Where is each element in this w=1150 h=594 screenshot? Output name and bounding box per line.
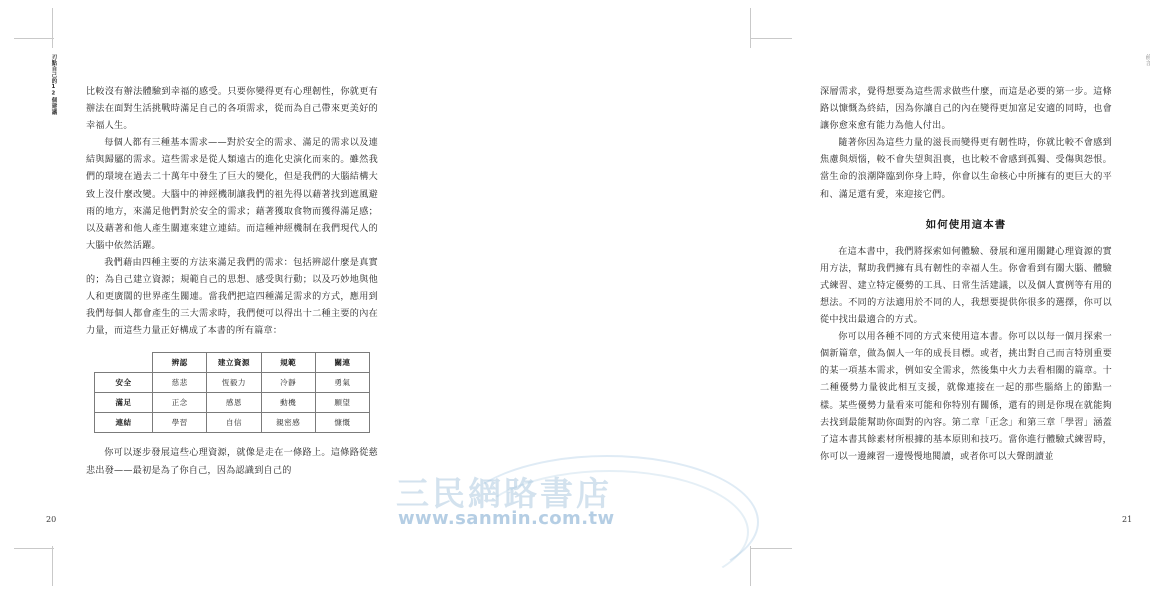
table-column-header: 規範 bbox=[261, 353, 315, 373]
paragraph: 你可以逐步發展這些心理資源，就像是走在一條路上。這條路從慈悲出發——最初是為了你自己，因為認識到自己的 bbox=[86, 448, 378, 476]
paragraph: 每個人都有三種基本需求——對於安全的需求、滿足的需求以及連結與歸屬的需求。這些需求是從人類遠古的進化史演化而來的。雖然我們的環境在過去二十萬年中發生了巨大的變化，但是我們的大腦結構大致上沒什麼改變。大腦中的神經機制讓我們的祖先得以藉著找到遮風避雨的地方，來滿足他們對於安全的需求；藉著獲取食物而獲得滿足感；以及藉著和他人產生關連來建立連結。而這種神經機制在我們現代人的大腦中依然活躍。 bbox=[86, 138, 378, 251]
left-running-head: 刃點自己的12個建議 bbox=[50, 54, 57, 116]
table-corner-cell bbox=[95, 353, 153, 373]
paragraph: 你可以用各種不同的方式來使用這本書。你可以以每一個月探索一個新篇章，做為個人一年的成長目標。或者，挑出對自己而言特別重要的某一項基本需求，例如安全需求，然後集中火力去看相關的篇章。十二種優勢力量彼此相互支援，就像連接在一起的那些腦絡上的節點一樣。某些優勢力量看來可能和你特別有關係，還有的則是你現在就能夠去找到最能幫助你面對的內容。第二章「正念」和第三章「學習」涵蓋了這本書其餘素材所根據的基本原則和技巧。當你進行體驗式練習時，你可以一邊練習一邊慢慢地閱讀，或者你可以大聲朗讀並 bbox=[820, 332, 1112, 462]
table-cell: 慈悲 bbox=[153, 373, 207, 393]
table-cell: 動機 bbox=[261, 393, 315, 413]
right-page bbox=[400, 0, 1150, 586]
table-cell: 學習 bbox=[153, 413, 207, 433]
paragraph: 我們藉由四種主要的方法來滿足我們的需求：包括辨認什麼是真實的；為自己建立資源；規範自己的思想、感受與行動；以及巧妙地與他人和更廣闊的世界產生關連。當我們把這四種滿足需求的方式，應用到我們每個人都會產生的三大需求時，我們便可以得出十二種主要的內在力量，而這些力量正好構成了本書的所有篇章： bbox=[86, 257, 378, 337]
needs-table bbox=[94, 352, 370, 433]
table-row-header: 安全 bbox=[95, 373, 153, 393]
paragraph: 隨著你因為這些力量的滋長而變得更有韌性時，你就比較不會感到焦慮與煩惱，較不會失望與沮喪，也比較不會感到孤獨、受傷與怨恨。當生命的浪潮降臨到你身上時，你會以生命核心中所擁有的更巨大的平和、滿足還有愛，來迎接它們。 bbox=[820, 138, 1112, 200]
table-row bbox=[95, 393, 370, 413]
right-running-head: 前言 bbox=[1144, 54, 1150, 66]
table-header-row bbox=[95, 353, 370, 373]
table-cell: 勇氣 bbox=[315, 373, 369, 393]
page-number: 21 bbox=[1122, 515, 1133, 524]
table-cell: 冷靜 bbox=[261, 373, 315, 393]
paragraph: 在這本書中，我們將探索如何體驗、發展和運用關鍵心理資源的實用方法，幫助我們擁有具有韌性的幸福人生。你會看到有關大腦、體驗式練習、建立特定優勢的工具、日常生活建議，以及個人實例等有用的想法。不同的方法適用於不同的人，我想要提供你很多的選擇，你可以從中找出最適合的方式。 bbox=[820, 246, 1112, 326]
right-text-column bbox=[820, 84, 1112, 466]
table-cell: 親密感 bbox=[261, 413, 315, 433]
table-row bbox=[95, 373, 370, 393]
table-row-header: 連結 bbox=[95, 413, 153, 433]
left-text-column bbox=[86, 84, 378, 480]
table-column-header: 辨認 bbox=[153, 353, 207, 373]
paragraph: 深層需求，覺得想要為這些需求做些什麼，而這是必要的第一步。這條路以慷慨為終結，因為你讓自己的內在變得更加富足安適的同時，也會讓你愈來愈有能力為他人付出。 bbox=[820, 87, 1112, 132]
paragraph: 比較沒有辦法體驗到幸福的感受。只要你變得更有心理韌性，你就更有辦法在面對生活挑戰時滿足自己的各項需求，從而為自己帶來更美好的幸福人生。 bbox=[86, 87, 378, 132]
table-row-header: 滿足 bbox=[95, 393, 153, 413]
watermark-url: www.sanmin.com.tw bbox=[398, 508, 615, 529]
section-heading: 如何使用這本書 bbox=[925, 218, 1007, 231]
table-cell: 自信 bbox=[207, 413, 261, 433]
table-cell: 慷慨 bbox=[315, 413, 369, 433]
table-cell: 感恩 bbox=[207, 393, 261, 413]
table-cell: 正念 bbox=[153, 393, 207, 413]
left-page bbox=[0, 0, 400, 586]
needs-table-wrapper bbox=[86, 352, 378, 433]
table-column-header: 建立資源 bbox=[207, 353, 261, 373]
watermark-brand: 三民網路書店 bbox=[396, 474, 612, 513]
table-cell: 恆毅力 bbox=[207, 373, 261, 393]
table-cell: 願望 bbox=[315, 393, 369, 413]
table-column-header: 關連 bbox=[315, 353, 369, 373]
table-row bbox=[95, 413, 370, 433]
page-number: 20 bbox=[46, 515, 57, 524]
